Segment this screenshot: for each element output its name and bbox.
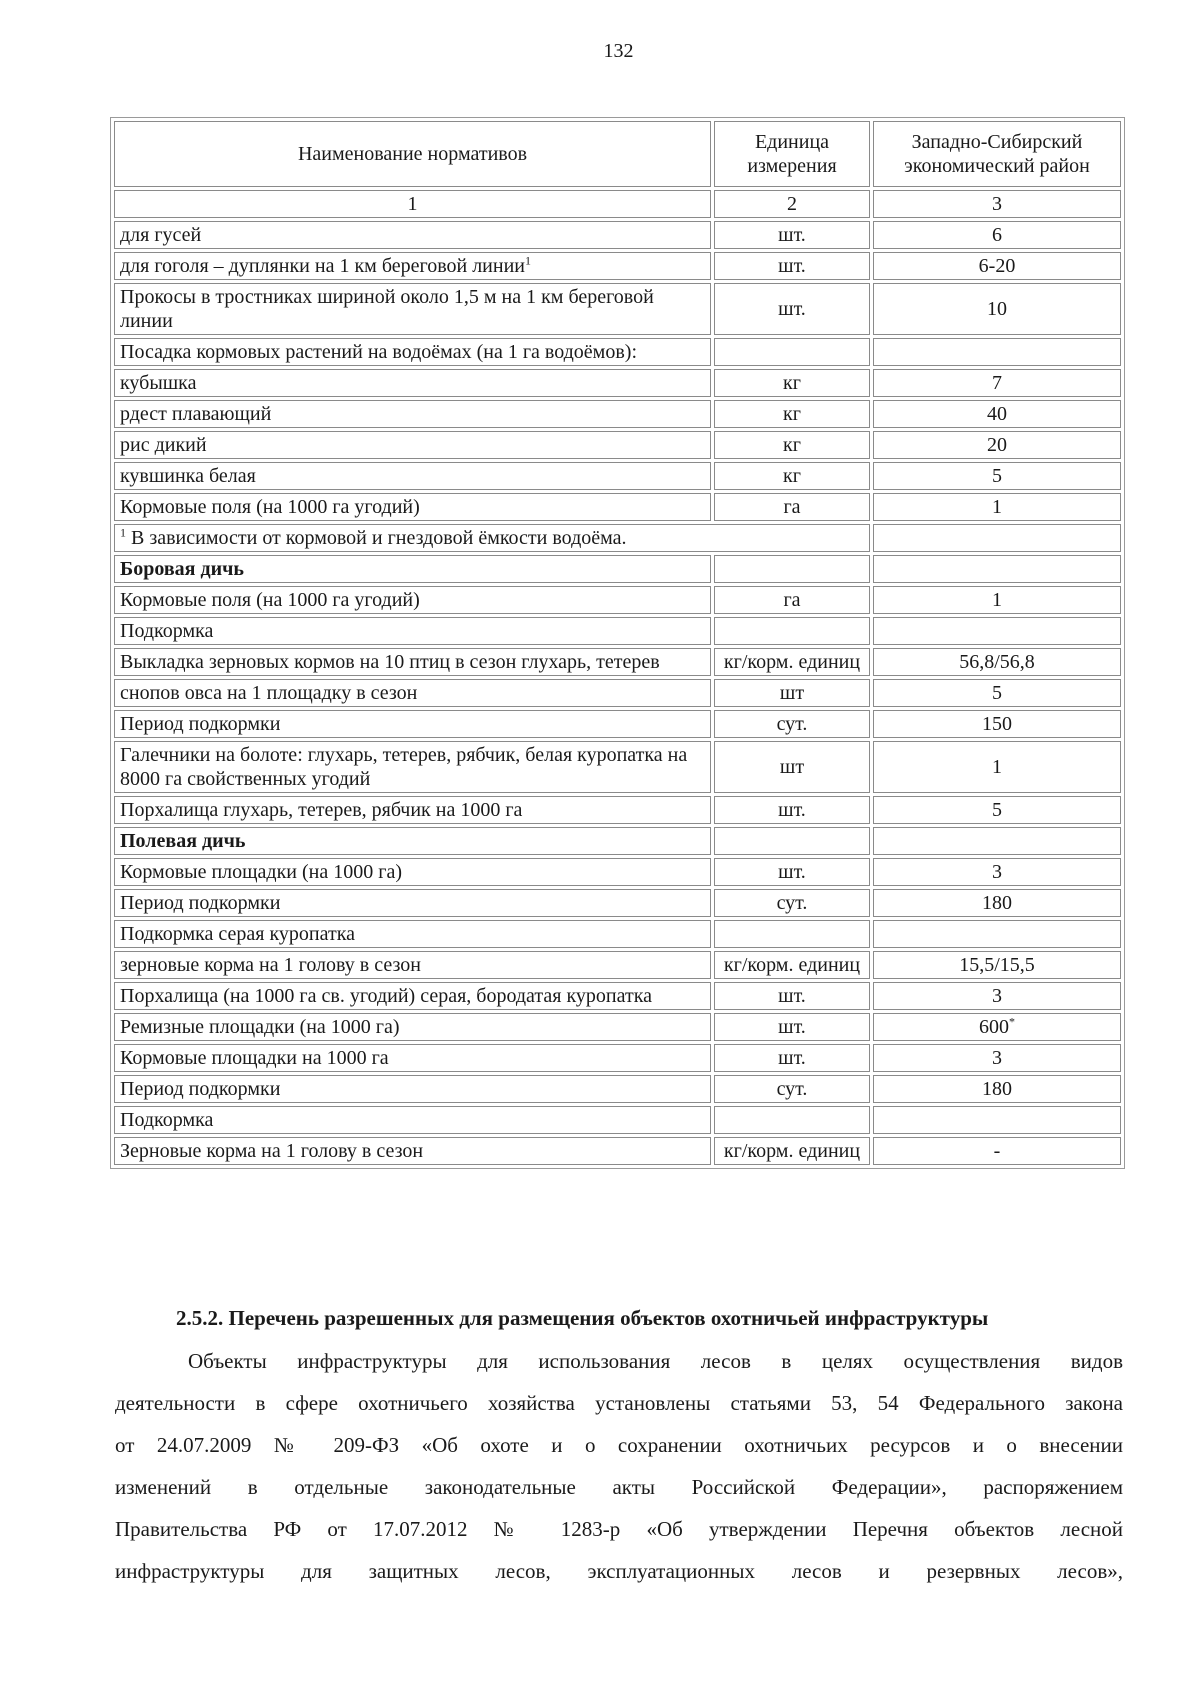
value-cell xyxy=(873,524,1121,552)
norm-name-cell xyxy=(114,920,711,948)
norm-name-cell xyxy=(114,889,711,917)
table-row xyxy=(114,338,1121,366)
norm-value: 180 xyxy=(982,1078,1012,1100)
value-note-marker: * xyxy=(1009,1014,1015,1029)
column-number-2: 2 xyxy=(714,190,870,218)
table-row xyxy=(114,1106,1121,1134)
norm-name: кубышка xyxy=(120,372,197,394)
norm-name-cell xyxy=(114,648,711,676)
value-cell xyxy=(873,338,1121,366)
norm-value: 20 xyxy=(987,434,1007,456)
norm-name-cell xyxy=(114,369,711,397)
norm-value: 3 xyxy=(992,861,1002,883)
footnote-reference: 1 xyxy=(525,253,531,268)
norm-name: рдест плавающий xyxy=(120,403,272,425)
section-title: 2.5.2. Перечень разрешенных для размещения объектов охотничьей инфраструктуры xyxy=(176,1306,989,1330)
unit-cell: сут. xyxy=(714,1075,870,1103)
norms-table-container xyxy=(110,117,1123,1169)
value-cell xyxy=(873,283,1121,335)
unit-cell: шт. xyxy=(714,283,870,335)
norm-name: В зависимости от кормовой и гнездовой ёмкости водоёма. xyxy=(131,527,627,549)
norm-value: 1 xyxy=(992,589,1002,611)
unit-cell: сут. xyxy=(714,889,870,917)
norm-name: Прокосы в тростниках шириной около 1,5 м на 1 км береговой линии xyxy=(120,286,654,332)
norm-name-cell xyxy=(114,431,711,459)
norm-name-cell xyxy=(114,617,711,645)
table-row xyxy=(114,221,1121,249)
header-name: Наименование нормативов xyxy=(114,121,711,187)
table-row xyxy=(114,679,1121,707)
norm-name: зерновые корма на 1 голову в сезон xyxy=(120,954,421,976)
body-line: изменений в отдельные законодательные акты Российской Федерации», распоряжением xyxy=(115,1475,1123,1499)
table-row xyxy=(114,858,1121,886)
norm-value: 3 xyxy=(992,1047,1002,1069)
unit-cell: шт. xyxy=(714,1044,870,1072)
norm-name-cell xyxy=(114,283,711,335)
header-unit: Единица измерения xyxy=(714,121,870,187)
norm-name-cell xyxy=(114,951,711,979)
table-row xyxy=(114,982,1121,1010)
norm-value: 5 xyxy=(992,682,1002,704)
body-line: Объекты инфраструктуры для использования лесов в целях осуществления видов xyxy=(188,1349,1123,1373)
body-line: от 24.07.2009 № 209-ФЗ «Об охоте и о сохранении охотничьих ресурсов и о внесении xyxy=(115,1433,1123,1457)
norm-name-cell xyxy=(114,462,711,490)
table-row xyxy=(114,493,1121,521)
unit-cell: сут. xyxy=(714,710,870,738)
unit-cell: шт. xyxy=(714,1013,870,1041)
norm-name: Подкормка xyxy=(120,1109,214,1131)
norm-name: Кормовые площадки (на 1000 га) xyxy=(120,861,402,883)
norm-name: Период подкормки xyxy=(120,1078,281,1100)
norm-name-cell xyxy=(114,493,711,521)
norm-name: Период подкормки xyxy=(120,892,281,914)
norm-name: Галечники на болоте: глухарь, тетерев, рябчик, белая куропатка на 8000 га свойственных угодий xyxy=(120,744,688,790)
norm-value: 150 xyxy=(982,713,1012,735)
body-line: инфраструктуры для защитных лесов, эксплуатационных лесов и резервных лесов», xyxy=(115,1559,1123,1583)
unit-cell: шт. xyxy=(714,252,870,280)
norm-name-cell xyxy=(114,796,711,824)
norm-name-cell xyxy=(114,710,711,738)
value-cell xyxy=(873,462,1121,490)
unit-cell: га xyxy=(714,586,870,614)
table-row xyxy=(114,710,1121,738)
unit-cell xyxy=(714,555,870,583)
value-cell xyxy=(873,431,1121,459)
value-cell xyxy=(873,827,1121,855)
table-row xyxy=(114,400,1121,428)
value-cell xyxy=(873,221,1121,249)
norm-name: Зерновые корма на 1 голову в сезон xyxy=(120,1140,424,1162)
norm-value: 600 xyxy=(979,1016,1009,1038)
norms-table xyxy=(110,117,1125,1169)
table-row xyxy=(114,920,1121,948)
norm-name-cell xyxy=(114,827,711,855)
norm-name: для гусей xyxy=(120,224,202,246)
table-row xyxy=(114,283,1121,335)
value-cell xyxy=(873,1075,1121,1103)
table-row xyxy=(114,524,1121,552)
table-row xyxy=(114,1044,1121,1072)
norm-value: 6-20 xyxy=(978,255,1016,277)
value-cell xyxy=(873,1044,1121,1072)
value-cell xyxy=(873,951,1121,979)
value-cell xyxy=(873,679,1121,707)
unit-cell xyxy=(714,920,870,948)
norm-name: Кормовые поля (на 1000 га угодий) xyxy=(120,589,420,611)
unit-cell: кг xyxy=(714,462,870,490)
table-row xyxy=(114,617,1121,645)
norm-name: Порхалища (на 1000 га св. угодий) серая, бородатая куропатка xyxy=(120,985,653,1007)
table-header-row xyxy=(114,121,1121,187)
norm-name: Посадка кормовых растений на водоёмах (на 1 га водоёмов): xyxy=(120,341,638,363)
norm-name-cell xyxy=(114,1106,711,1134)
value-cell xyxy=(873,1137,1121,1165)
norm-name: снопов овса на 1 площадку в сезон xyxy=(120,682,418,704)
norm-name: Выкладка зерновых кормов на 10 птиц в сезон глухарь, тетерев xyxy=(120,651,660,673)
norm-name-cell xyxy=(114,1075,711,1103)
norm-name: Период подкормки xyxy=(120,713,281,735)
table-row xyxy=(114,555,1121,583)
norm-name: рис дикий xyxy=(120,434,207,456)
table-row xyxy=(114,648,1121,676)
column-number-3: 3 xyxy=(873,190,1121,218)
norm-value: 5 xyxy=(992,799,1002,821)
norm-name-cell xyxy=(114,252,711,280)
norm-name-cell xyxy=(114,221,711,249)
header-region: Западно-Сибирский экономический район xyxy=(873,121,1121,187)
unit-cell xyxy=(714,1106,870,1134)
body-line: деятельности в сфере охотничьего хозяйства установлены статьями 53, 54 Федерального закона xyxy=(115,1391,1123,1415)
value-cell xyxy=(873,400,1121,428)
norm-value: 15,5/15,5 xyxy=(959,954,1035,976)
unit-cell xyxy=(714,827,870,855)
table-row xyxy=(114,827,1121,855)
unit-cell xyxy=(714,338,870,366)
norm-name-cell xyxy=(114,555,711,583)
column-number-row xyxy=(114,190,1121,218)
table-row xyxy=(114,889,1121,917)
unit-cell: кг xyxy=(714,400,870,428)
norm-name-cell xyxy=(114,982,711,1010)
unit-cell: кг xyxy=(714,431,870,459)
table-row xyxy=(114,431,1121,459)
norm-name: Кормовые площадки на 1000 га xyxy=(120,1047,389,1069)
value-cell xyxy=(873,369,1121,397)
norm-name-cell xyxy=(114,1137,711,1165)
unit-cell: шт xyxy=(714,679,870,707)
table-row xyxy=(114,252,1121,280)
value-cell xyxy=(873,741,1121,793)
norm-name: Полевая дичь xyxy=(120,830,246,852)
value-cell xyxy=(873,889,1121,917)
value-cell xyxy=(873,858,1121,886)
norm-value: 40 xyxy=(987,403,1007,425)
norm-value: 180 xyxy=(982,892,1012,914)
page-number: 132 xyxy=(603,40,634,62)
norm-value: 1 xyxy=(992,756,1002,778)
norm-name: Ремизные площадки (на 1000 га) xyxy=(120,1016,400,1038)
unit-cell: кг/корм. единиц xyxy=(714,951,870,979)
body-line: Правительства РФ от 17.07.2012 № 1283-р «Об утверждении Перечня объектов лесной xyxy=(115,1517,1123,1541)
table-row xyxy=(114,796,1121,824)
table-row xyxy=(114,586,1121,614)
unit-cell: га xyxy=(714,493,870,521)
value-cell xyxy=(873,586,1121,614)
unit-cell: шт. xyxy=(714,221,870,249)
column-number-1: 1 xyxy=(114,190,711,218)
norm-name: Подкормка серая куропатка xyxy=(120,923,355,945)
value-cell xyxy=(873,796,1121,824)
norm-name: для гоголя – дуплянки на 1 км береговой линии xyxy=(120,255,525,277)
norm-name-cell xyxy=(114,679,711,707)
norm-value: 3 xyxy=(992,985,1002,1007)
norm-value: 10 xyxy=(987,298,1007,320)
norm-name: кувшинка белая xyxy=(120,465,256,487)
norm-name: Боровая дичь xyxy=(120,558,244,580)
section-body xyxy=(115,1340,1123,1592)
unit-cell: кг/корм. единиц xyxy=(714,1137,870,1165)
unit-cell: шт xyxy=(714,741,870,793)
value-cell xyxy=(873,493,1121,521)
unit-cell: кг xyxy=(714,369,870,397)
value-cell xyxy=(873,1013,1121,1041)
value-cell xyxy=(873,648,1121,676)
footnote-cell xyxy=(114,524,870,552)
norm-value: 56,8/56,8 xyxy=(959,651,1035,673)
norm-name-cell xyxy=(114,741,711,793)
norm-name-cell xyxy=(114,400,711,428)
unit-cell: шт. xyxy=(714,982,870,1010)
value-cell xyxy=(873,252,1121,280)
table-row xyxy=(114,1137,1121,1165)
norm-name: Порхалища глухарь, тетерев, рябчик на 1000 га xyxy=(120,799,523,821)
norm-name: Кормовые поля (на 1000 га угодий) xyxy=(120,496,420,518)
table-row xyxy=(114,1075,1121,1103)
norm-value: 6 xyxy=(992,224,1002,246)
unit-cell: шт. xyxy=(714,796,870,824)
table-row xyxy=(114,462,1121,490)
unit-cell xyxy=(714,617,870,645)
table-row xyxy=(114,369,1121,397)
value-cell xyxy=(873,920,1121,948)
norm-name-cell xyxy=(114,338,711,366)
value-cell xyxy=(873,555,1121,583)
norm-value: 5 xyxy=(992,465,1002,487)
value-cell xyxy=(873,710,1121,738)
value-cell xyxy=(873,982,1121,1010)
unit-cell: кг/корм. единиц xyxy=(714,648,870,676)
norm-value: 7 xyxy=(992,372,1002,394)
footnote-marker: 1 xyxy=(120,525,126,540)
value-cell xyxy=(873,1106,1121,1134)
norm-value: 1 xyxy=(992,496,1002,518)
norm-name-cell xyxy=(114,1044,711,1072)
table-row xyxy=(114,1013,1121,1041)
norm-name-cell xyxy=(114,1013,711,1041)
table-row xyxy=(114,951,1121,979)
value-cell xyxy=(873,617,1121,645)
norm-value: - xyxy=(993,1140,1001,1162)
table-row xyxy=(114,741,1121,793)
norm-name-cell xyxy=(114,858,711,886)
norm-name: Подкормка xyxy=(120,620,214,642)
unit-cell: шт. xyxy=(714,858,870,886)
norm-name-cell xyxy=(114,586,711,614)
